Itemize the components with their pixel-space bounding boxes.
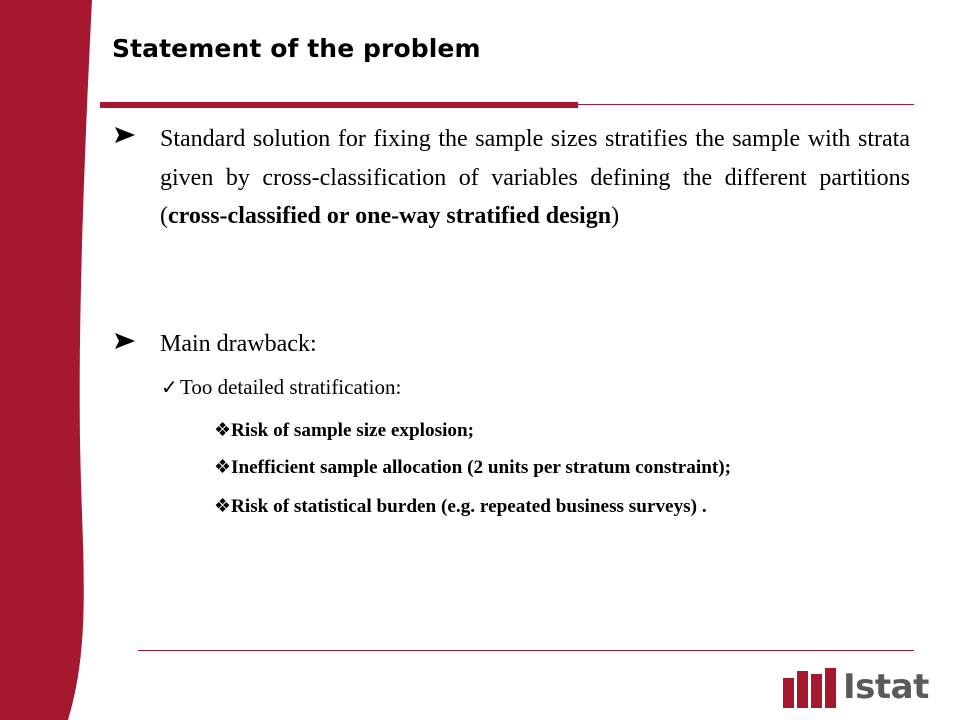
bullet-main-drawback <box>114 326 910 362</box>
list-item <box>214 494 707 520</box>
footer-divider <box>138 650 914 651</box>
bullet-text-part: Standard solution for fixing the sample sizes stratifies the sample with strata given by cross-classification of variables defining the different partitions ( <box>160 126 910 229</box>
list-item-text: Inefficient sample allocation (2 units per stratum constraint); <box>231 457 732 478</box>
list-item <box>214 418 474 444</box>
slide-title: Statement of the problem <box>112 34 481 63</box>
title-underline <box>100 102 578 108</box>
title-underline-thin <box>578 104 914 105</box>
check-icon: ✓ <box>161 377 178 399</box>
bullet-text <box>160 120 910 236</box>
istat-logo <box>783 664 943 712</box>
arrow-bullet-icon <box>114 126 136 144</box>
sub-bullet-text: Too detailed stratification: <box>180 375 402 399</box>
list-item-text: Risk of sample size explosion; <box>231 420 475 441</box>
bullet-standard-solution <box>114 120 910 236</box>
list-item-text: Risk of statistical burden (e.g. repeated business surveys) . <box>231 496 707 517</box>
diamond-bullet-icon: ❖ <box>214 496 232 517</box>
istat-logo-text: Istat <box>843 667 929 707</box>
bullet-text: Main drawback: <box>160 331 317 357</box>
sub-bullet-stratification <box>161 372 401 403</box>
arrow-bullet-icon <box>114 332 136 350</box>
diamond-bullet-icon: ❖ <box>214 457 232 478</box>
list-item <box>214 455 731 481</box>
bullet-text-bold: cross-classified or one-way stratified design <box>168 203 612 229</box>
bullet-text-part: ) <box>611 203 620 229</box>
side-decoration-band <box>0 0 100 720</box>
diamond-bullet-icon: ❖ <box>214 420 232 441</box>
istat-logo-mark-icon <box>783 668 839 708</box>
